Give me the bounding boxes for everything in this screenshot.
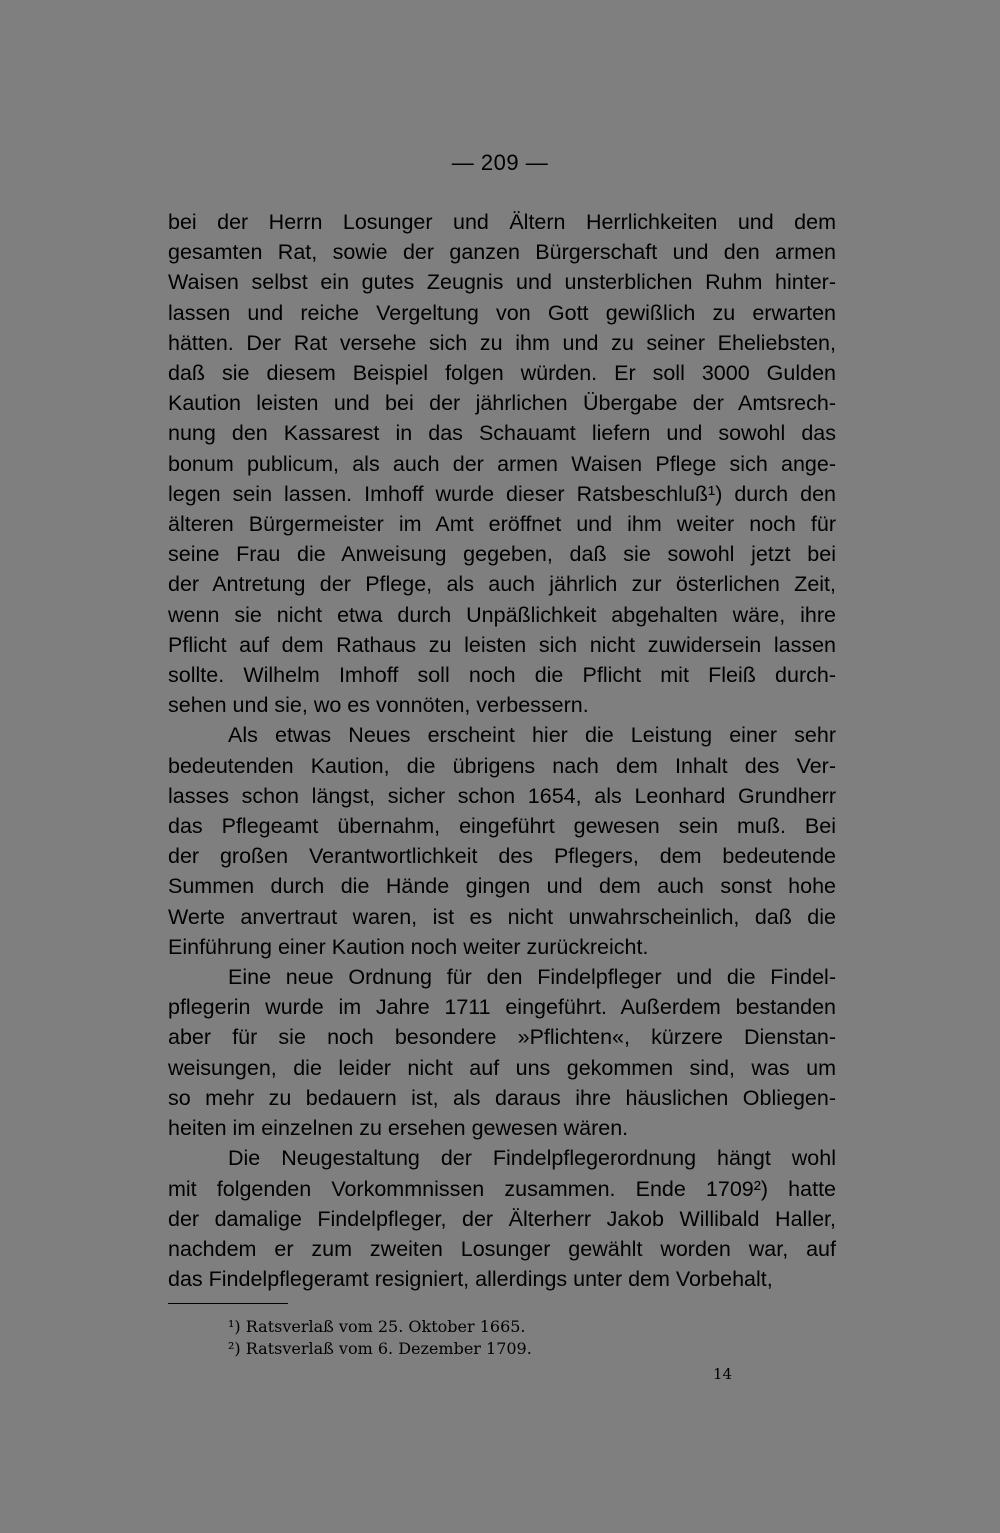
paragraph: [168, 207, 836, 720]
text-line: daß sie diesem Beispiel folgen würden. Er soll 3000 Gulden: [168, 361, 836, 386]
text-line: legen sein lassen. Imhoff wurde dieser Ratsbeschluß¹) durch den: [168, 481, 836, 506]
footnote-1: ¹) Ratsverlaß vom 25. Oktober 1665.: [228, 1317, 526, 1336]
paragraph: [168, 962, 836, 1143]
text-line: gesamten Rat, sowie der ganzen Bürgerschaft und den armen: [168, 240, 836, 265]
text-line: aber für sie noch besondere »Pflichten«, kürzere Dienstan-: [168, 1025, 836, 1050]
text-line: der Antretung der Pflege, als auch jährlich zur österlichen Zeit,: [168, 572, 836, 597]
text-line: Einführung einer Kaution noch weiter zurückreicht.: [168, 934, 649, 959]
text-line: pflegerin wurde im Jahre 1711 eingeführt. Außerdem bestanden: [168, 995, 836, 1020]
paragraph: [168, 1143, 836, 1294]
text-line: Die Neugestaltung der Findelpflegerordnung hängt wohl: [228, 1146, 836, 1171]
text-line: so mehr zu bedauern ist, als daraus ihre häuslichen Obliegen-: [168, 1085, 836, 1110]
text-line: Waisen selbst ein gutes Zeugnis und unsterblichen Ruhm hinter-: [168, 270, 836, 295]
text-line: der damalige Findelpfleger, der Älterherr Jakob Willibald Haller,: [168, 1206, 836, 1231]
text-line: sollte. Wilhelm Imhoff soll noch die Pflicht mit Fleiß durch-: [168, 663, 836, 688]
text-line: seine Frau die Anweisung gegeben, daß sie sowohl jetzt bei: [168, 542, 836, 567]
text-line: mit folgenden Vorkommnissen zusammen. Ende 1709²) hatte: [168, 1176, 836, 1201]
text-line: älteren Bürgermeister im Amt eröffnet und ihm weiter noch für: [168, 512, 836, 537]
text-line: bei der Herrn Losunger und Ältern Herrlichkeiten und dem: [168, 210, 836, 234]
text-line: nachdem er zum zweiten Losunger gewählt worden war, auf: [168, 1236, 836, 1261]
text-line: weisungen, die leider nicht auf uns gekommen sind, was um: [168, 1055, 836, 1080]
text-line: das Pflegeamt übernahm, eingeführt gewesen sein muß. Bei: [168, 814, 836, 839]
text-line: der großen Verantwortlichkeit des Pflegers, dem bedeutende: [168, 844, 836, 869]
text-line: sehen und sie, wo es vonnöten, verbessern.: [168, 693, 589, 718]
footnote-rule: [168, 1303, 288, 1304]
body-text: [168, 207, 836, 1294]
text-line: bedeutenden Kaution, die übrigens nach dem Inhalt des Ver-: [168, 753, 836, 778]
text-line: Eine neue Ordnung für den Findelpfleger und die Findel-: [228, 965, 836, 990]
text-line: Als etwas Neues erscheint hier die Leistung einer sehr: [228, 723, 836, 748]
text-line: heiten im einzelnen zu ersehen gewesen wären.: [168, 1116, 629, 1141]
footnotes: [228, 1316, 532, 1360]
text-line: lassen und reiche Vergeltung von Gott gewißlich zu erwarten: [168, 300, 836, 325]
text-line: lasses schon längst, sicher schon 1654, als Leonhard Grundherr: [168, 783, 836, 808]
text-line: wenn sie nicht etwa durch Unpäßlichkeit abgehalten wäre, ihre: [168, 602, 836, 627]
text-line: bonum publicum, als auch der armen Waisen Pflege sich ange-: [168, 451, 836, 476]
text-line: nung den Kassarest in das Schauamt liefern und sowohl das: [168, 421, 836, 446]
text-line: Werte anvertraut waren, ist es nicht unwahrscheinlich, daß die: [168, 904, 836, 929]
sheet-signature: 14: [713, 1365, 733, 1383]
text-line: hätten. Der Rat versehe sich zu ihm und zu seiner Eheliebsten,: [168, 330, 836, 355]
text-line: das Findelpflegeramt resigniert, allerdings unter dem Vorbehalt,: [168, 1267, 773, 1292]
page-number-header: — 209 —: [451, 150, 549, 175]
footnote-2: ²) Ratsverlaß vom 6. Dezember 1709.: [228, 1339, 532, 1358]
text-line: Pflicht auf dem Rathaus zu leisten sich nicht zuwidersein lassen: [168, 632, 836, 657]
text-line: Kaution leisten und bei der jährlichen Übergabe der Amtsrech-: [168, 391, 836, 416]
paragraph: [168, 720, 836, 962]
text-line: Summen durch die Hände gingen und dem auch sonst hohe: [168, 874, 836, 899]
